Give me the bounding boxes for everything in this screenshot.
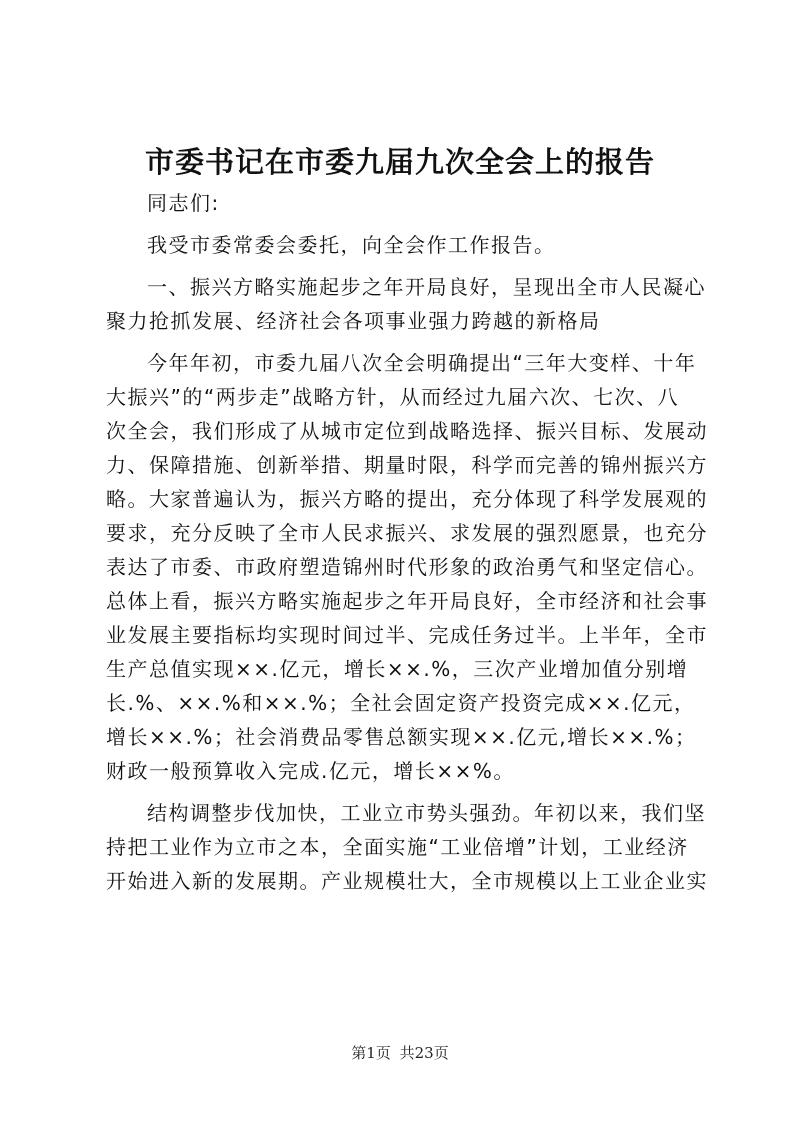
paragraph-line: 结构调整步伐加快，工业立市势头强劲。年初以来，我们坚 <box>147 801 706 825</box>
paragraph-spacer <box>106 262 726 270</box>
paragraph-line: 长.%、××.%和××.%；全社会固定资产投资完成××.亿元， <box>106 691 696 715</box>
paragraph-line: 今年年初，市委九届八次全会明确提出“三年大变样、十年 <box>147 351 697 375</box>
paragraph-1 <box>106 228 726 262</box>
paragraph-line: 持把工业作为立市之本，全面实施“工业倍增”计划，工业经济 <box>106 835 689 859</box>
paragraph-2 <box>106 270 726 338</box>
paragraph-line: 生产总值实现××.亿元，增长××.%，三次产业增加值分别增 <box>106 657 689 681</box>
paragraph-line: 力、保障措施、创新举措、期量时限，科学而完善的锦州振兴方 <box>106 453 708 477</box>
paragraph-4 <box>106 796 726 898</box>
paragraph-spacer <box>106 220 726 228</box>
salutation-line: 同志们: <box>147 191 220 215</box>
paragraph-line: 次全会，我们形成了从城市定位到战略选择、振兴目标、发展动 <box>106 419 708 443</box>
paragraph-spacer <box>106 788 726 796</box>
paragraph-line: 财政一般预算收入完成.亿元，增长××%。 <box>106 759 515 783</box>
page-footer <box>0 1043 800 1063</box>
paragraph-line: 表达了市委、市政府塑造锦州时代形象的政治勇气和坚定信心。 <box>106 555 708 579</box>
page-total: 共23页 <box>399 1044 449 1062</box>
paragraph-3 <box>106 346 726 788</box>
salutation <box>106 186 726 220</box>
paragraph-line: 总体上看，振兴方略实施起步之年开局良好，全市经济和社会事 <box>106 589 708 613</box>
paragraph-spacer <box>106 338 726 346</box>
page-number: 第1页 <box>351 1044 391 1062</box>
paragraph-line: 聚力抢抓发展、经济社会各项事业强力跨越的新格局 <box>106 309 601 333</box>
document-title: 市委书记在市委九届九次全会上的报告 <box>144 145 655 179</box>
paragraph-line: 略。大家普遍认为，振兴方略的提出，充分体现了科学发展观的 <box>106 487 708 511</box>
document-body <box>106 186 726 898</box>
paragraph-line: 业发展主要指标均实现时间过半、完成任务过半。上半年，全市 <box>106 623 708 647</box>
paragraph-line: 要求，充分反映了全市人民求振兴、求发展的强烈愿景，也充分 <box>106 521 708 545</box>
paragraph-line: 开始进入新的发展期。产业规模壮大，全市规模以上工业企业实 <box>106 869 708 893</box>
paragraph-line: 一、振兴方略实施起步之年开局良好，呈现出全市人民凝心 <box>147 275 706 299</box>
paragraph-line: 增长××.%；社会消费品零售总额实现××.亿元,增长××.%； <box>106 725 697 749</box>
paragraph-line: 我受市委常委会委托，向全会作工作报告。 <box>147 233 556 257</box>
paragraph-line: 大振兴”的“两步走”战略方针，从而经过九届六次、七次、八 <box>106 385 680 409</box>
